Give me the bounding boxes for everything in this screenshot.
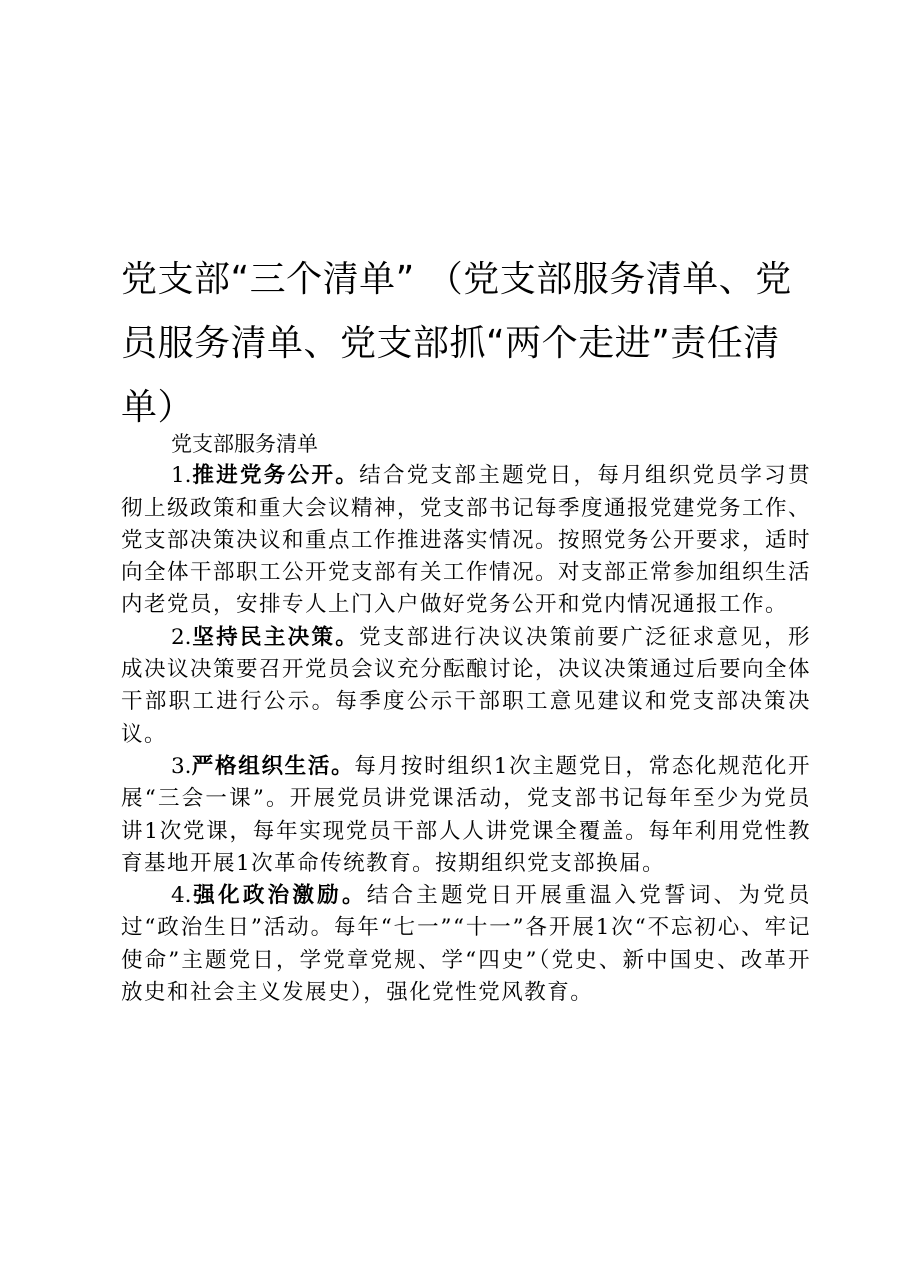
section-heading: 党支部服务清单 — [171, 432, 318, 456]
item-number: 3. — [171, 753, 192, 779]
list-item — [121, 622, 811, 751]
item-number: 1. — [171, 463, 192, 489]
item-body: 每月按时组织1次主题党日，常态化规范化开展“三会一课”。开展党员讲党课活动，党支部书记每年至少为党员讲1次党课，每年实现党员干部人人讲党课全覆盖。每年利用党性教育基地开展1次革命传统教育。按期组织党支部换届。 — [121, 753, 811, 876]
item-lead: 坚持民主决策。 — [191, 624, 360, 650]
list-item — [121, 751, 811, 880]
item-body: 结合党支部主题党日，每月组织党员学习贯彻上级政策和重大会议精神，党支部书记每季度通报党建党务工作、党支部决策决议和重点工作推进落实情况。按照党务公开要求，适时向全体干部职工公开党支部有关工作情况。对支部正常参加组织生活内老党员，安排专人上门入户做好党务公开和党内情况通报工作。 — [121, 463, 812, 618]
list-item — [121, 880, 811, 1009]
list-item — [121, 460, 811, 621]
item-number: 2. — [171, 624, 192, 650]
item-body: 结合主题党日开展重温入党誓词、为党员过“政治生日”活动。每年“七一”“十一”各开展1次“不忘初心、牢记使命”主题党日，学党章党规、学“四史”（党史、新中国史、改革开放史和社会主义发展史），强化党性党风教育。 — [121, 883, 811, 1006]
item-lead: 强化政治激励。 — [191, 883, 367, 909]
item-body: 党支部进行决议决策前要广泛征求意见，形成决议决策要召开党员会议充分酝酿讨论，决议决策通过后要向全体干部职工进行公示。每季度公示干部职工意见建议和党支部决策决议。 — [121, 624, 812, 747]
document-title: 党支部“三个清单” （党支部服务清单、党员服务清单、党支部抓“两个走进”责任清单） — [121, 259, 792, 428]
item-number: 4. — [171, 883, 192, 909]
item-lead: 严格组织生活。 — [191, 753, 355, 779]
document-body — [121, 428, 811, 1009]
item-lead: 推进党务公开。 — [191, 463, 360, 489]
